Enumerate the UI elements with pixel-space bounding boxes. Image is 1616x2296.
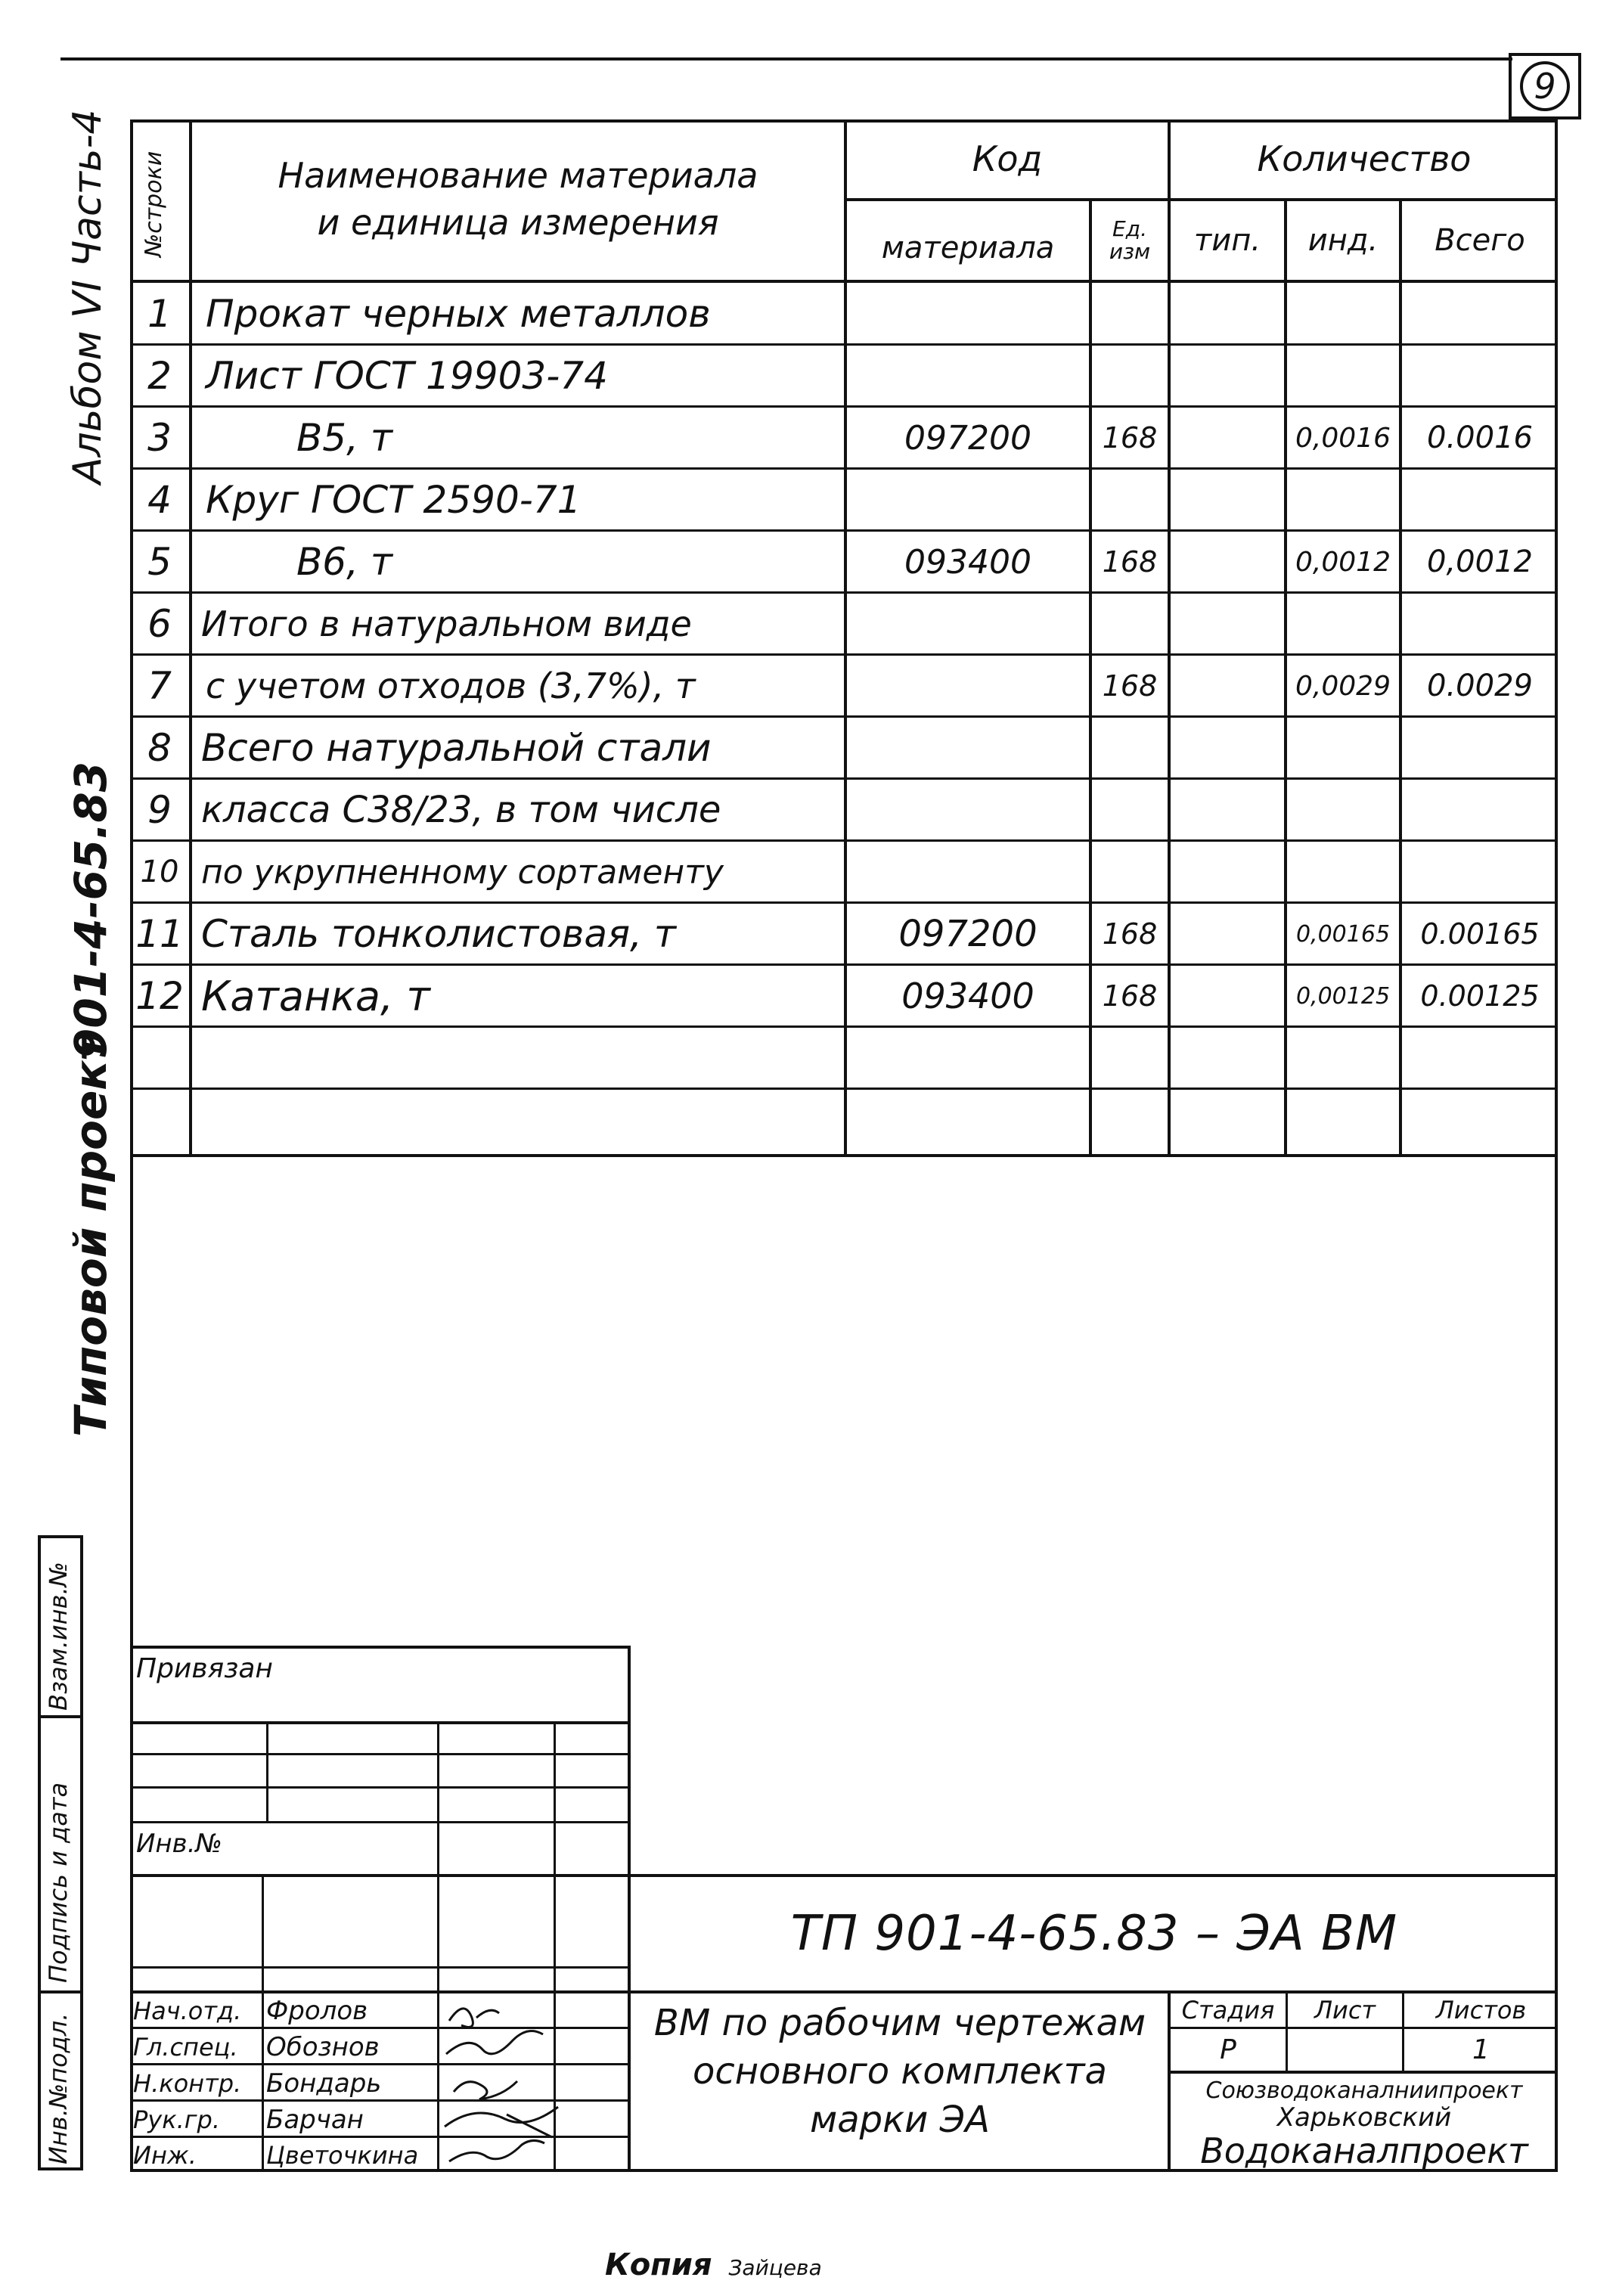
role-label: Н.контр. [133, 2069, 242, 2098]
row-unit: 168 [1102, 421, 1158, 455]
side-box-inv: Инв.№подл. [44, 2012, 73, 2164]
margin-project: Типовой проект [65, 1035, 116, 1437]
row-qty-total: 0.00165 [1420, 917, 1540, 951]
row-name: по укрупненному сортаменту [201, 852, 724, 892]
stamp-inv-label: Инв.№ [136, 1829, 222, 1859]
signature-scribbles [439, 1993, 628, 2172]
row-number: 5 [147, 540, 172, 584]
stamp-title-line2: основного комплекта [693, 2050, 1107, 2093]
row-number: 7 [147, 664, 172, 708]
header-qty-typ: тип. [1193, 223, 1261, 258]
row-name: с учетом отходов (3,7%), т [206, 666, 696, 706]
row-line [130, 1087, 1558, 1090]
copy-note [605, 2248, 822, 2282]
stamp-grid-v1 [266, 1721, 268, 1821]
table-bottom-line [130, 1154, 1558, 1157]
row-code: 097200 [904, 418, 1031, 458]
role-label: Рук.гр. [133, 2105, 221, 2134]
row-number: 4 [147, 478, 172, 522]
row-qty-total: 0.0016 [1427, 420, 1533, 455]
role-label: Гл.спец. [133, 2033, 238, 2062]
stamp-sheets-label: Листов [1435, 1996, 1527, 2025]
stamp-sheets-value: 1 [1472, 2034, 1490, 2065]
row-qty-ind: 0,0012 [1295, 546, 1391, 578]
row-name: Прокат черных металлов [206, 292, 711, 336]
row-number: 8 [147, 726, 172, 770]
stamp-title-line1: ВМ по рабочим чертежам [653, 2002, 1146, 2044]
header-code: Код [972, 138, 1043, 179]
row-unit: 168 [1102, 545, 1158, 579]
stamp-right-h2 [1168, 2071, 1558, 2074]
role-name: Фролов [266, 1996, 368, 2026]
row-name: Катанка, т [201, 972, 430, 1020]
stamp-org-line1: Союзводоканалниипроект [1205, 2077, 1523, 2104]
role-label: Нач.отд. [133, 1997, 242, 2025]
stamp-org-line3: Водоканалпроект [1200, 2130, 1528, 2171]
stamp-sheet-label: Лист [1314, 1996, 1376, 2025]
row-code: 093400 [901, 976, 1034, 1016]
stamp-grid-h6 [130, 1966, 631, 1969]
row-name: Всего натуральной стали [201, 726, 712, 770]
header-code-material: материала [881, 231, 1055, 265]
row-qty-ind: 0,0029 [1295, 670, 1391, 702]
row-number: 11 [135, 912, 184, 956]
side-box-signature: Подпись и дата [44, 1782, 73, 1983]
row-name: Сталь тонколистовая, т [201, 912, 676, 956]
margin-album: Альбом VI Часть-4 [65, 109, 110, 484]
row-code: 093400 [904, 542, 1031, 582]
row-qty-ind: 0,00165 [1295, 920, 1391, 948]
role-name: Обознов [266, 2032, 380, 2062]
role-name: Бондарь [266, 2068, 382, 2099]
header-quantity: Количество [1257, 138, 1472, 179]
copy-label: Копия [605, 2248, 712, 2282]
stamp-doc-code: ТП 901-4-65.83 – ЭА ВМ [790, 1906, 1398, 1962]
stamp-stage-value: Р [1220, 2034, 1236, 2065]
row-code: 097200 [898, 913, 1038, 955]
row-qty-ind: 0,0016 [1295, 422, 1391, 454]
row-qty-ind: 0,00125 [1295, 982, 1391, 1010]
header-name-line1: Наименование материала [278, 155, 758, 196]
copy-signature: Зайцева [728, 2255, 822, 2280]
header-qty-total: Всего [1435, 223, 1525, 258]
row-number: 3 [147, 416, 172, 460]
sheet-number: 9 [1534, 66, 1556, 107]
role-name: Цветочкина [266, 2141, 419, 2170]
header-code-unit: Ед. изм [1109, 216, 1151, 264]
row-number: 9 [147, 788, 172, 832]
stamp-org-line2: Харьковский [1276, 2102, 1452, 2133]
side-box-vzam: Взам.инв.№ [44, 1562, 73, 1711]
row-name: Итого в натуральном виде [201, 603, 692, 644]
side-box-divider-2 [38, 1990, 83, 1993]
stamp-title-line3: марки ЭА [810, 2099, 990, 2141]
stamp-attached-top [130, 1646, 631, 1649]
header-name-line2: и единица измерения [317, 202, 719, 243]
role-name: Барчан [266, 2105, 364, 2135]
row-name: класса С38/23, в том числе [201, 789, 721, 831]
side-box-divider-1 [38, 1715, 83, 1718]
header-qty-ind: инд. [1307, 223, 1379, 258]
row-name: В6, т [296, 540, 393, 584]
row-number: 10 [140, 855, 179, 889]
sheet-number-badge [1509, 53, 1581, 119]
row-qty-total: 0,0012 [1427, 545, 1533, 579]
row-name: В5, т [296, 416, 393, 460]
row-unit: 168 [1102, 669, 1158, 703]
row-name: Лист ГОСТ 19903-74 [206, 354, 608, 398]
top-rule [60, 57, 1512, 61]
row-number: 1 [147, 292, 172, 336]
header-row-no: №строки [141, 150, 167, 257]
role-label: Инж. [133, 2141, 197, 2170]
row-unit: 168 [1102, 917, 1158, 951]
row-name: Круг ГОСТ 2590-71 [206, 478, 582, 522]
stamp-attached-label: Привязан [136, 1653, 273, 1684]
stamp-stage-label: Стадия [1181, 1996, 1275, 2025]
row-unit: 168 [1102, 979, 1158, 1013]
row-number: 12 [135, 974, 184, 1018]
stamp-grid-v4 [262, 1874, 264, 2172]
row-qty-total: 0.00125 [1420, 979, 1540, 1013]
margin-series: 901-4-65.83 [65, 761, 116, 1059]
row-qty-total: 0.0029 [1427, 669, 1533, 703]
col-line-1 [189, 119, 192, 1157]
row-number: 6 [147, 602, 172, 646]
row-number: 2 [147, 354, 172, 398]
